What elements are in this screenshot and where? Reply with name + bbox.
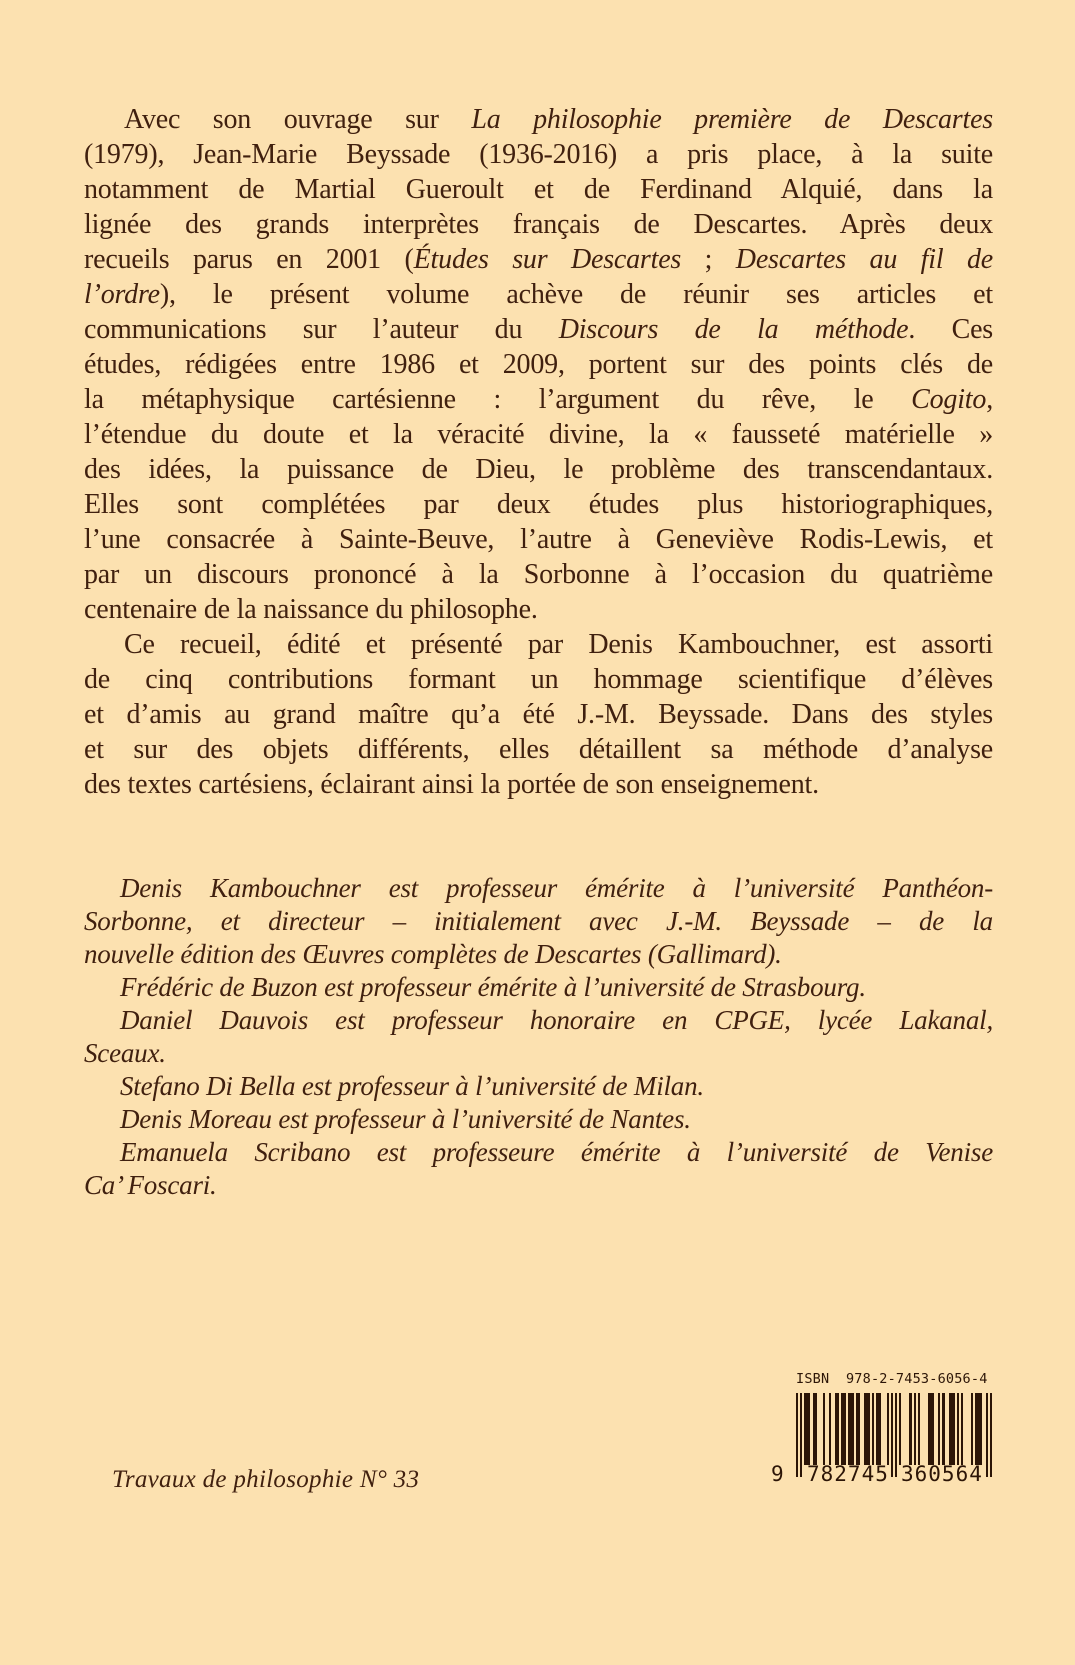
text-line: Frédéric de Buzon est professeur émérite à l’université de Strasbourg. [120,972,866,1002]
barcode-bar [990,1393,992,1477]
text-line: Elles sont complétées par deux études plus historiographiques, [84,489,993,520]
barcode-bar [835,1393,839,1465]
barcode-bar [856,1393,860,1465]
barcode-bar [949,1393,955,1465]
barcode-bar [796,1393,798,1477]
barcode-bar [986,1393,988,1477]
text-line: Denis Moreau est professeur à l’université de Nantes. [120,1104,691,1134]
text-line: l’une consacrée à Sainte-Beuve, l’autre à Geneviève Rodis-Lewis, et [84,524,993,555]
text-line: Ce recueil, édité et présenté par Denis Kambouchner, est assorti [124,629,993,660]
barcode-digit-group2: 360564 [901,1462,983,1486]
text-line: l’ordre), le présent volume achève de réunir ses articles et [84,279,993,310]
text-line: études, rédigées entre 1986 et 2009, portent sur des points clés de [84,349,993,380]
text-line: Daniel Dauvois est professeur honoraire en CPGE, lycée Lakanal, [120,1005,993,1035]
barcode-bar [914,1393,916,1465]
text-line: l’étendue du doute et la véracité divine, la « fausseté matérielle » [84,419,993,450]
barcode-bar [938,1393,940,1465]
barcode-bar [971,1393,973,1465]
collection-label: Travaux de philosophie N° 33 [112,1466,420,1493]
text-line: nouvelle édition des Œuvres complètes de Descartes (Gallimard). [84,939,782,969]
text-line: par un discours prononcé à la Sorbonne à l’occasion du quatrième [84,559,993,590]
barcode-bar [961,1393,963,1465]
barcode-bar [909,1393,911,1465]
text-line: et d’amis au grand maître qu’a été J.-M. Beyssade. Dans des styles [84,699,993,730]
text-line: Sorbonne, et directeur – initialement avec J.-M. Beyssade – de la [84,906,993,936]
barcode-bar [872,1393,874,1465]
text-line: communications sur l’auteur du Discours de la méthode. Ces [84,314,993,345]
barcode-bar [895,1393,897,1477]
barcode-bar [918,1393,920,1465]
text-line: recueils parus en 2001 (Études sur Descartes ; Descartes au fil de [84,244,993,275]
text-line: de cinq contributions formant un hommage scientifique d’élèves [84,664,993,695]
contributor-bios-block [84,872,993,1202]
barcode-bar [928,1393,934,1465]
text-line: Avec son ouvrage sur La philosophie première de Descartes [124,104,993,135]
text-line: lignée des grands interprètes français de Descartes. Après deux [84,209,993,240]
text-line: la métaphysique cartésienne : l’argument du rêve, le Cogito, [84,384,993,415]
barcode-bar [957,1393,959,1465]
text-line: Denis Kambouchner est professeur émérite à l’université Panthéon- [120,873,993,903]
text-line: (1979), Jean-Marie Beyssade (1936-2016) a pris place, à la suite [84,139,993,170]
barcode-bar [848,1393,854,1465]
barcode-bar [891,1393,893,1477]
barcode-bar [804,1393,810,1465]
text-line: Ca’ Foscari. [84,1170,217,1200]
barcode-bar [876,1393,880,1465]
text-line: notamment de Martial Gueroult et de Ferdinand Alquié, dans la [84,174,993,205]
barcode-bar [823,1393,825,1465]
barcode-digit-group1: 782745 [807,1462,889,1486]
synopsis-block [84,102,993,802]
isbn-label: ISBN 978-2-7453-6056-4 [796,1371,988,1387]
barcode-bar [942,1393,944,1465]
barcode-bar [813,1393,817,1465]
text-line: Sceaux. [84,1038,166,1068]
barcode-bar [887,1393,889,1465]
barcode-bar [841,1393,845,1465]
barcode-bar [829,1393,831,1465]
text-line: Emanuela Scribano est professeure émérite à l’université de Venise [120,1137,993,1167]
barcode-bar [975,1393,981,1465]
text-line: centenaire de la naissance du philosophe. [84,594,538,625]
barcode-bar [899,1393,901,1465]
barcode-bar [800,1393,802,1477]
text-line: des textes cartésiens, éclairant ainsi la portée de son enseignement. [84,769,819,800]
barcode-digit-lead: 9 [771,1462,785,1486]
text-line: des idées, la puissance de Dieu, le problème des transcendantaux. [84,454,993,485]
text-line: et sur des objets différents, elles détaillent sa méthode d’analyse [84,734,993,765]
text-line: Stefano Di Bella est professeur à l’université de Milan. [120,1071,704,1101]
barcode-bar [864,1393,870,1465]
